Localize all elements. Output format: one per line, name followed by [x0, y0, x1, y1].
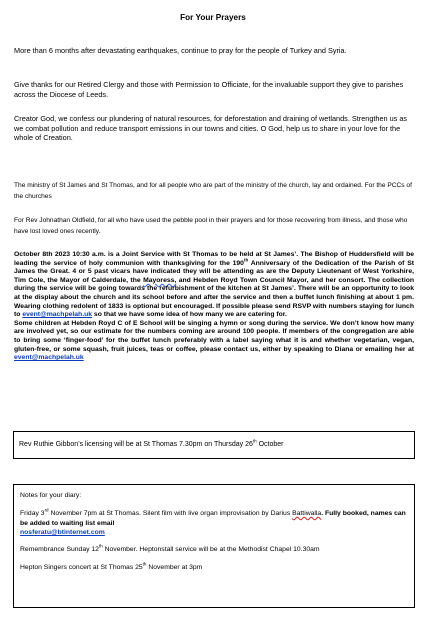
prayer-ministry: The ministry of St James and St Thomas, and for all people who are part of the ministry of the church, lay and ordained. For the PCCs of the churches: [14, 182, 412, 200]
diary-item-film: Friday 3rd November 7pm at St Thomas. Silent film with live organ improvisation by Darius Battiwalla. Fully booked, names can be added to waiting list email nosferatu@btinternet.com: [20, 507, 406, 537]
event-text-5: Some children at Hebden Royd C of E School will be singing a hymn or song during the service. We don’t know how many are involved yet, so our estimate for the numbers coming are around 100 people. If members of the congregation are able to bring some ‘finger-food’ for the buffet lunch preferably with a label saying what it is and whether vegetarian, vegan, gluten-free, or some squash, fruit juices, teas or coffee, please contact us, either by speaking to Diana or emailing her at: [14, 319, 414, 353]
event-text-1: October 8th 2023 10:30 a.m. is a Joint Service with St Thomas to be held at St James’. The Bishop of Huddersfield will be leading the service of holy communion with thanksgiving for the 190: [14, 251, 414, 267]
event-text-2: Anniversary of the Dedication of the Parish of St James the Great. 4 or 5 past vicars have indicated they will be attending as are the Deputy Lieutenant of West Yorkshire, Tim Cole, the Mayor of Calderdale, the: [14, 259, 414, 284]
diary-item-concert: Hepton Singers concert at St Thomas 25th November at 3pm: [20, 562, 203, 572]
diary-item-remembrance: Remembrance Sunday 12th November. Heptonstall service will be at the Methodist Chapel 10.30am: [20, 543, 320, 553]
prayer-creation: Creator God, we confess our plundering of natural resources, for deforestation and draining of wetlands. Strengthen us as we combat pollution and reduce transport emissions in our towns and cities. O God, help us to share in your love for the whole of Creation.: [14, 114, 408, 143]
page-title: For Your Prayers: [180, 13, 246, 22]
mayoress-word: Mayoress,: [143, 276, 177, 284]
event-text-3: and Hebden Royd Town Council Mayor, and her consort. The collection during the service will be going towards the refurbishment of the kitchen at St James’. There will be an opportunity to look at the display about the church and its school before and after the service and then a buffet lunch finishing at about 1 pm. Wearing clothing redolent of 1833 is optional but encouraged. If possible please send RSVP with numbers staying for lunch to: [14, 276, 415, 319]
organist-name: Battiwalla: [292, 510, 322, 517]
diary-heading: Notes for your diary:: [20, 492, 82, 499]
event-email-link[interactable]: event@machpelah.uk: [22, 311, 93, 319]
diary-box: [13, 484, 415, 608]
event-text-4: so that we have some idea of how many we are catering for.: [92, 311, 287, 319]
prayer-rev-oldfield: For Rev Johnathan Oldfield, for all who have used the pebble pool in their prayers and for those recovering from illness, and those who have lost loved ones recently.: [14, 217, 408, 235]
nosferatu-email-link[interactable]: nosferatu@btinternet.com: [20, 529, 105, 537]
prayer-turkey-syria: More than 6 months after devastating earthquakes, continue to pray for the people of Turkey and Syria.: [14, 46, 347, 55]
joint-service-notice: [14, 251, 414, 363]
licensing-text: Rev Ruthie Gibbon’s licensing will be at St Thomas 7.30pm on Thursday 26th October: [19, 438, 284, 448]
event-email-link-2[interactable]: event@machpelah.uk: [14, 354, 84, 362]
event-sup-th: th: [243, 257, 249, 263]
prayer-retired-clergy: Give thanks for our Retired Clergy and those with Permission to Officiate, for the invaluable support they give to parishes across the Diocese of Leeds.: [14, 80, 404, 99]
licensing-box: [13, 431, 415, 459]
